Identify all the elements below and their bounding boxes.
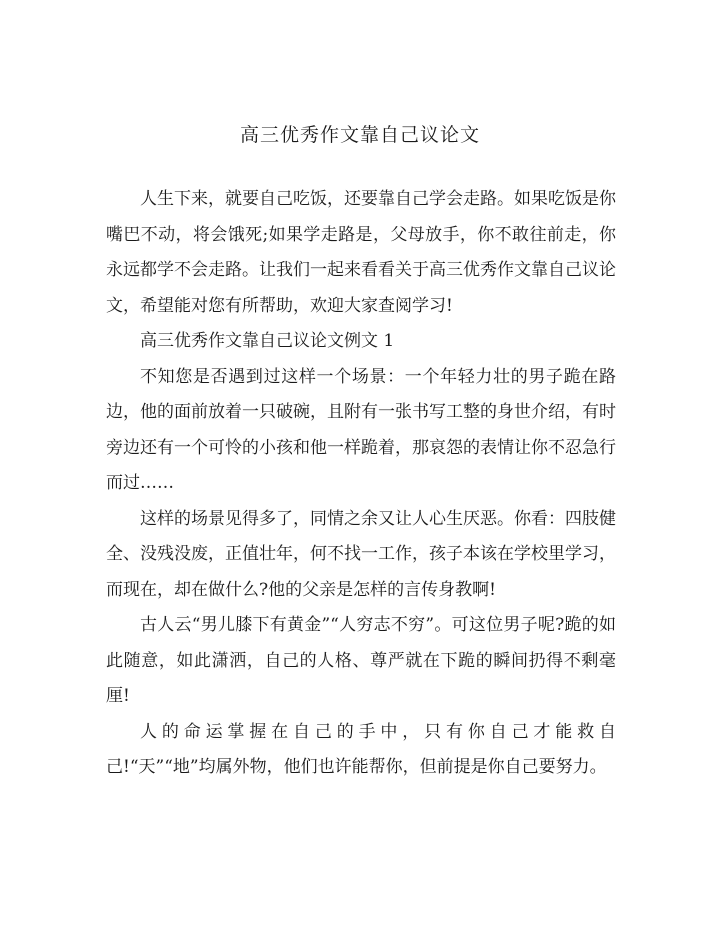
paragraph-reaction: 这样的场景见得多了，同情之余又让人心生厌恶。你看：四肢健全、没残没废，正值壮年，何不找一工作，孩子本该在学校里学习，而现在，却在做什么?他的父亲是怎样的言传身教啊! <box>106 508 616 600</box>
document-body <box>106 182 616 786</box>
paragraph-intro: 人生下来，就要自己吃饭，还要靠自己学会走路。如果吃饭是你嘴巴不动，将会饿死;如果学走路是，父母放手，你不敢往前走，你永远都学不会走路。让我们一起来看看关于高三优秀作文靠自己议论文，希望能对您有所帮助，欢迎大家查阅学习! <box>106 189 616 316</box>
document-title: 高三优秀作文靠自己议论文 <box>239 124 480 146</box>
section-heading: 高三优秀作文靠自己议论文例文 1 <box>140 331 395 351</box>
paragraph-proverb: 古人云“男儿膝下有黄金”“人穷志不穷”。可这位男子呢?跪的如此随意，如此潇洒，自己的人格、尊严就在下跪的瞬间扔得不剩毫厘! <box>106 615 616 706</box>
paragraph-scene: 不知您是否遇到过这样一个场景：一个年轻力壮的男子跪在路边，他的面前放着一只破碗，且附有一张书写工整的身世介绍，有时旁边还有一个可怜的小孩和他一样跪着，那哀怨的表情让你不忍急行而过…… <box>106 366 616 493</box>
paragraph-conclusion: 人的命运掌握在自己的手中，只有你自己才能救自己!“天”“地”均属外物，他们也许能帮你，但前提是你自己要努力。 <box>106 721 616 777</box>
